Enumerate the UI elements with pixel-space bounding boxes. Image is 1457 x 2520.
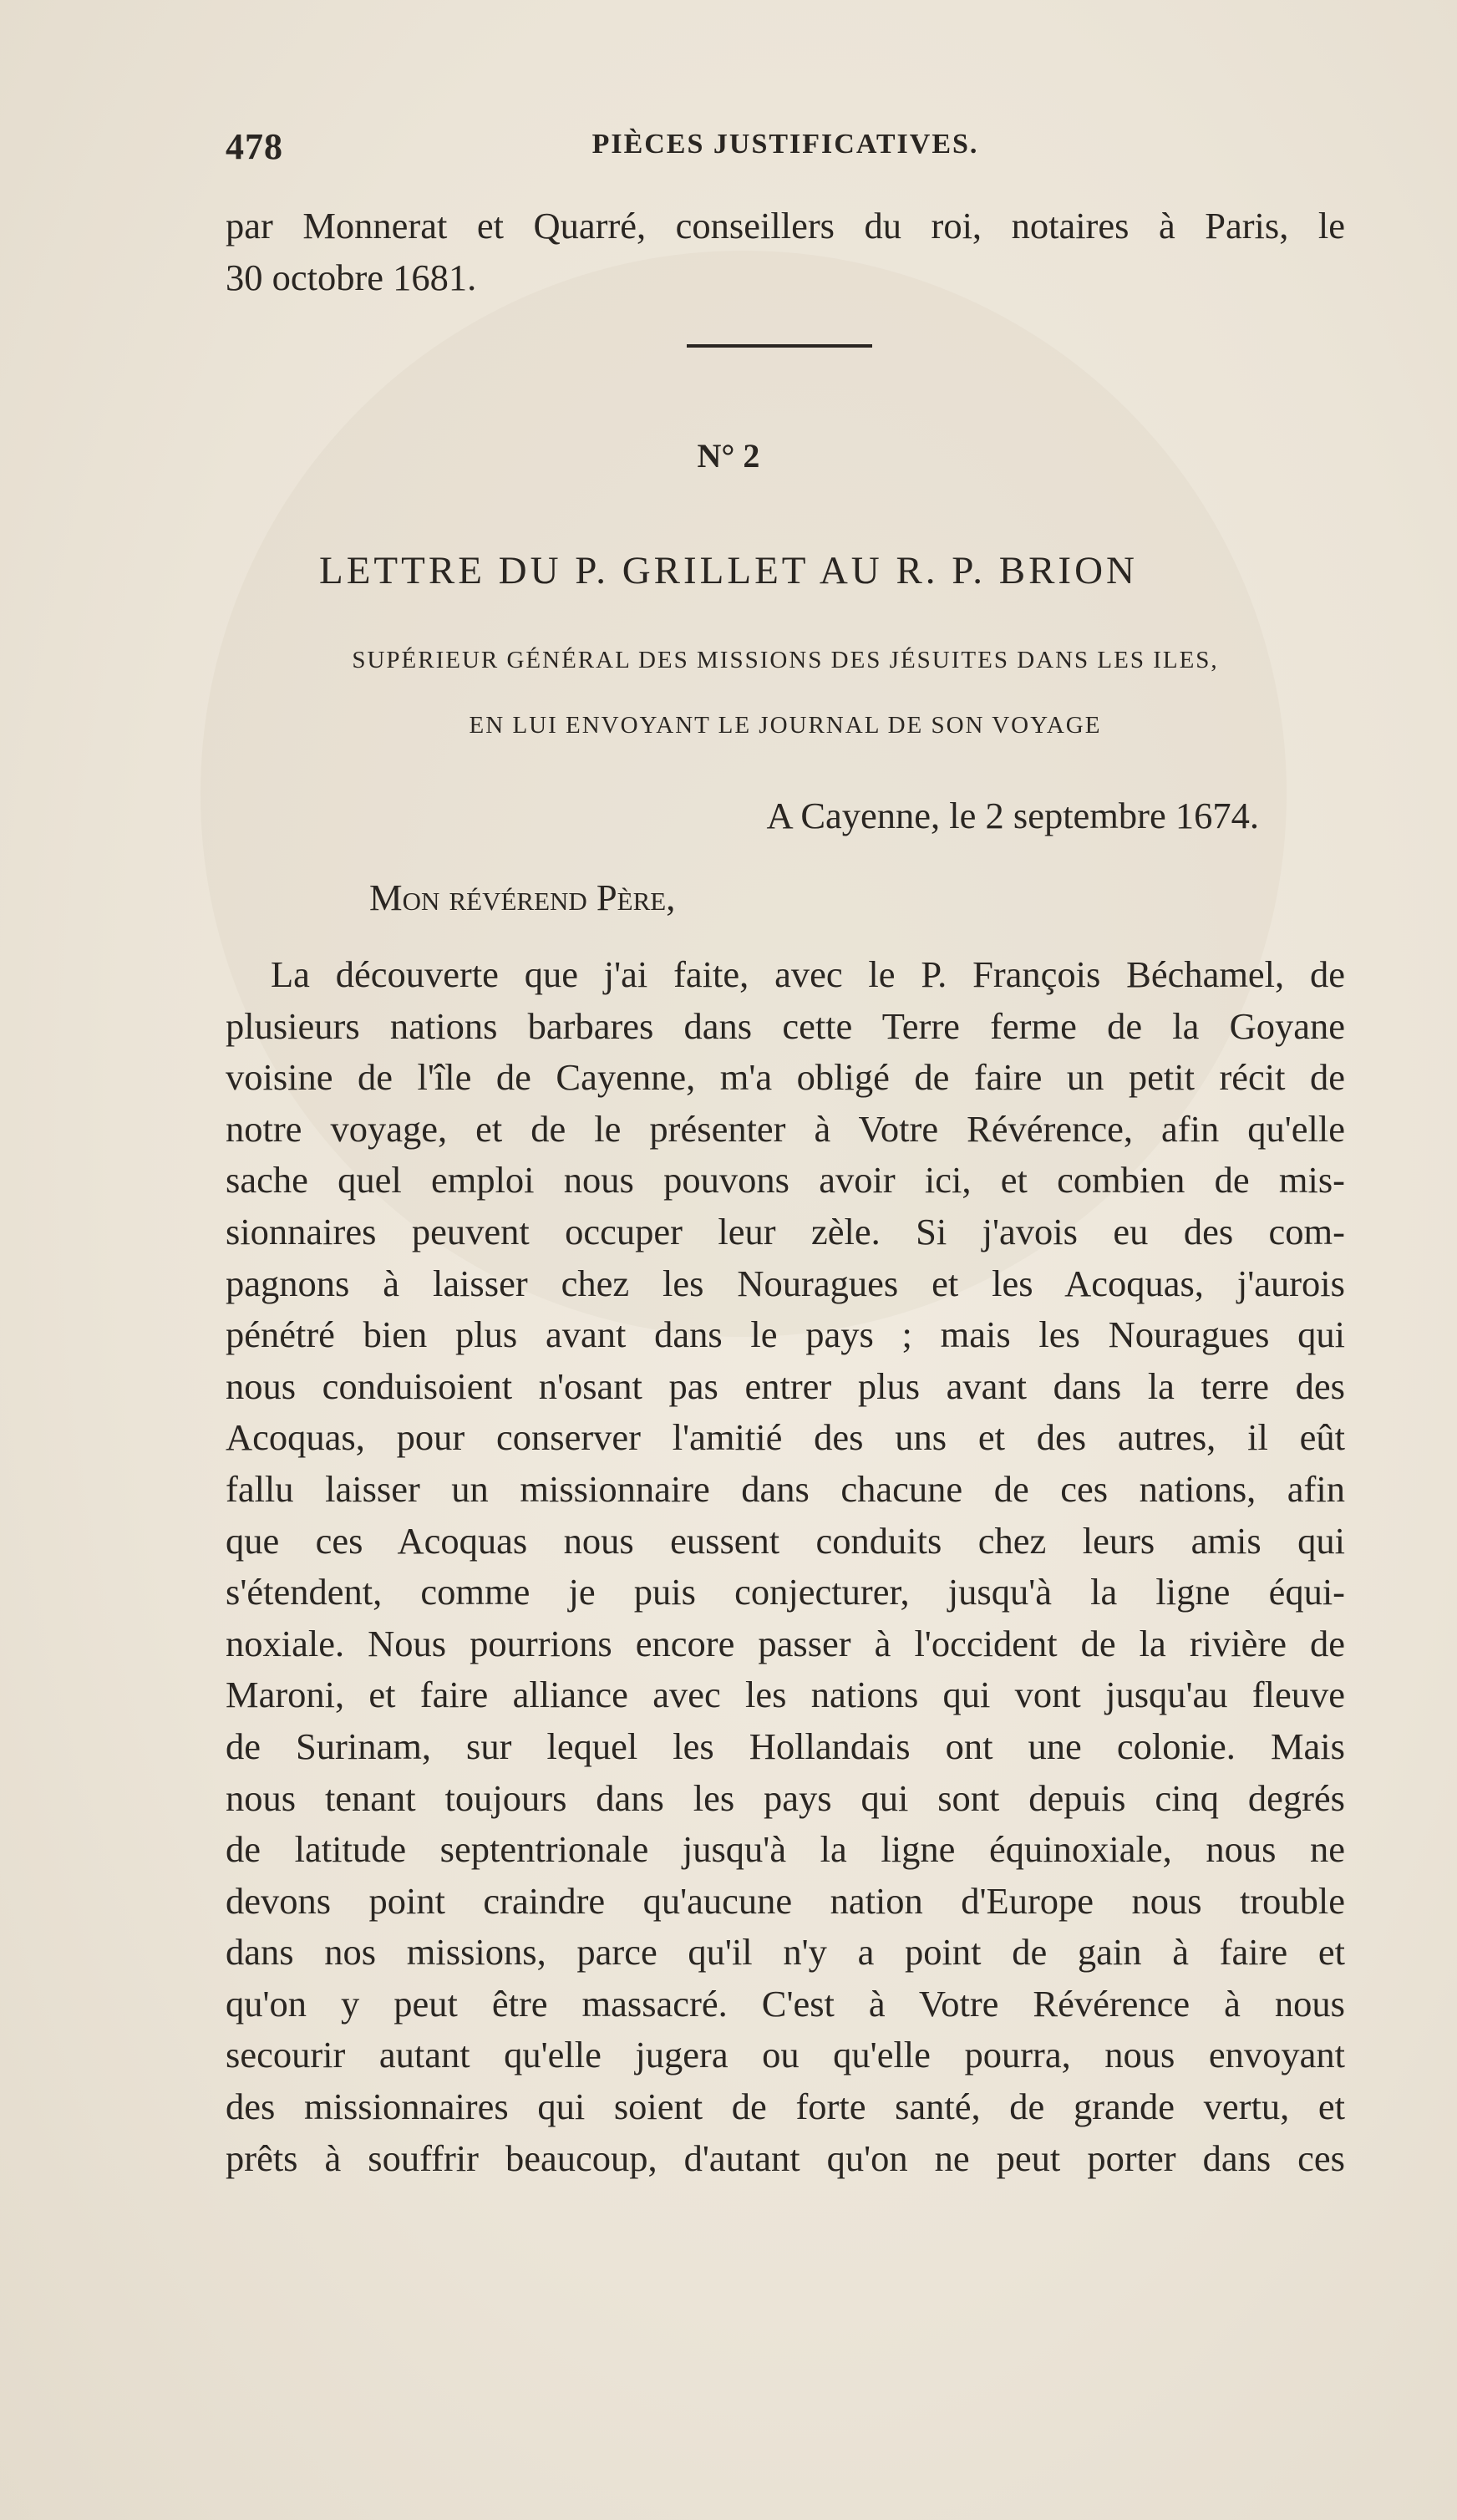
text-line: que ces Acoquas nous eussent conduits chez leurs amis qui — [226, 1519, 1345, 1562]
text-line: secourir autant qu'elle jugera ou qu'elle pourra, nous envoyant — [226, 2034, 1345, 2076]
text-line: de Surinam, sur lequel les Hollandais ont une colonie. Mais — [226, 1725, 1345, 1767]
page-header — [226, 125, 1345, 167]
letter-title: LETTRE DU P. GRILLET AU R. P. BRION — [319, 549, 1138, 592]
text-line: noxiale. Nous pourrions encore passer à l'occident de la rivière de — [226, 1622, 1345, 1664]
letter-subtitle: SUPÉRIEUR GÉNÉRAL DES MISSIONS DES JÉSUITES DANS LES ILES, — [352, 647, 1219, 673]
salutation: Mon révérend Père, — [369, 876, 676, 918]
text-line: Maroni, et faire alliance avec les nations qui vont jusqu'au fleuve — [226, 1674, 1345, 1716]
text-line: prêts à souffrir beaucoup, d'autant qu'on ne peut porter dans ces — [226, 2136, 1345, 2179]
text-line: voisine de l'île de Cayenne, m'a obligé de faire un petit récit de — [226, 1056, 1345, 1099]
text-line: fallu laisser un missionnaire dans chacune de ces nations, afin — [226, 1467, 1345, 1510]
text-line: s'étendent, comme je puis conjecturer, jusqu'à la ligne équi- — [226, 1571, 1345, 1613]
document-number: N° 2 — [697, 437, 760, 475]
letter-subtitle: EN LUI ENVOYANT LE JOURNAL DE SON VOYAGE — [469, 712, 1102, 739]
text-line: par Monnerat et Quarré, conseillers du roi, notaires à Paris, le — [226, 205, 1345, 246]
section-divider — [687, 344, 872, 348]
text-line: pénétré bien plus avant dans le pays ; mais les Nouragues qui — [226, 1313, 1345, 1356]
dateline: A Cayenne, le 2 septembre 1674. — [766, 795, 1259, 836]
text-line: sache quel emploi nous pouvons avoir ici, et combien de mis- — [226, 1159, 1345, 1202]
text-line: Acoquas, pour conserver l'amitié des uns et des autres, il eût — [226, 1416, 1345, 1459]
text-line: dans nos missions, parce qu'il n'y a point de gain à faire et — [226, 1931, 1345, 1974]
text-line: sionnaires peuvent occuper leur zèle. Si j'avois eu des com- — [226, 1210, 1345, 1252]
text-line: nous tenant toujours dans les pays qui sont depuis cinq degrés — [226, 1776, 1345, 1819]
text-line: La découverte que j'ai faite, avec le P. François Béchamel, de — [271, 953, 1345, 995]
text-line: des missionnaires qui soient de forte santé, de grande vertu, et — [226, 2086, 1345, 2128]
text-line: qu'on y peut être massacré. C'est à Votre Révérence à nous — [226, 1982, 1345, 2025]
text-line: nous conduisoient n'osant pas entrer plus avant dans la terre des — [226, 1364, 1345, 1407]
text-line: notre voyage, et de le présenter à Votre Révérence, afin qu'elle — [226, 1107, 1345, 1150]
text-line: devons point craindre qu'aucune nation d'Europe nous trouble — [226, 1879, 1345, 1922]
text-line: 30 octobre 1681. — [226, 256, 477, 298]
text-line: pagnons à laisser chez les Nouragues et les Acoquas, j'aurois — [226, 1262, 1345, 1304]
page-number: 478 — [226, 126, 283, 167]
text-line: plusieurs nations barbares dans cette Terre ferme de la Goyane — [226, 1004, 1345, 1047]
intro-paragraph — [226, 201, 1345, 303]
running-head: PIÈCES JUSTIFICATIVES. — [591, 129, 979, 160]
letter-body — [226, 949, 1345, 2184]
text-line: de latitude septentrionale jusqu'à la ligne équinoxiale, nous ne — [226, 1828, 1345, 1871]
